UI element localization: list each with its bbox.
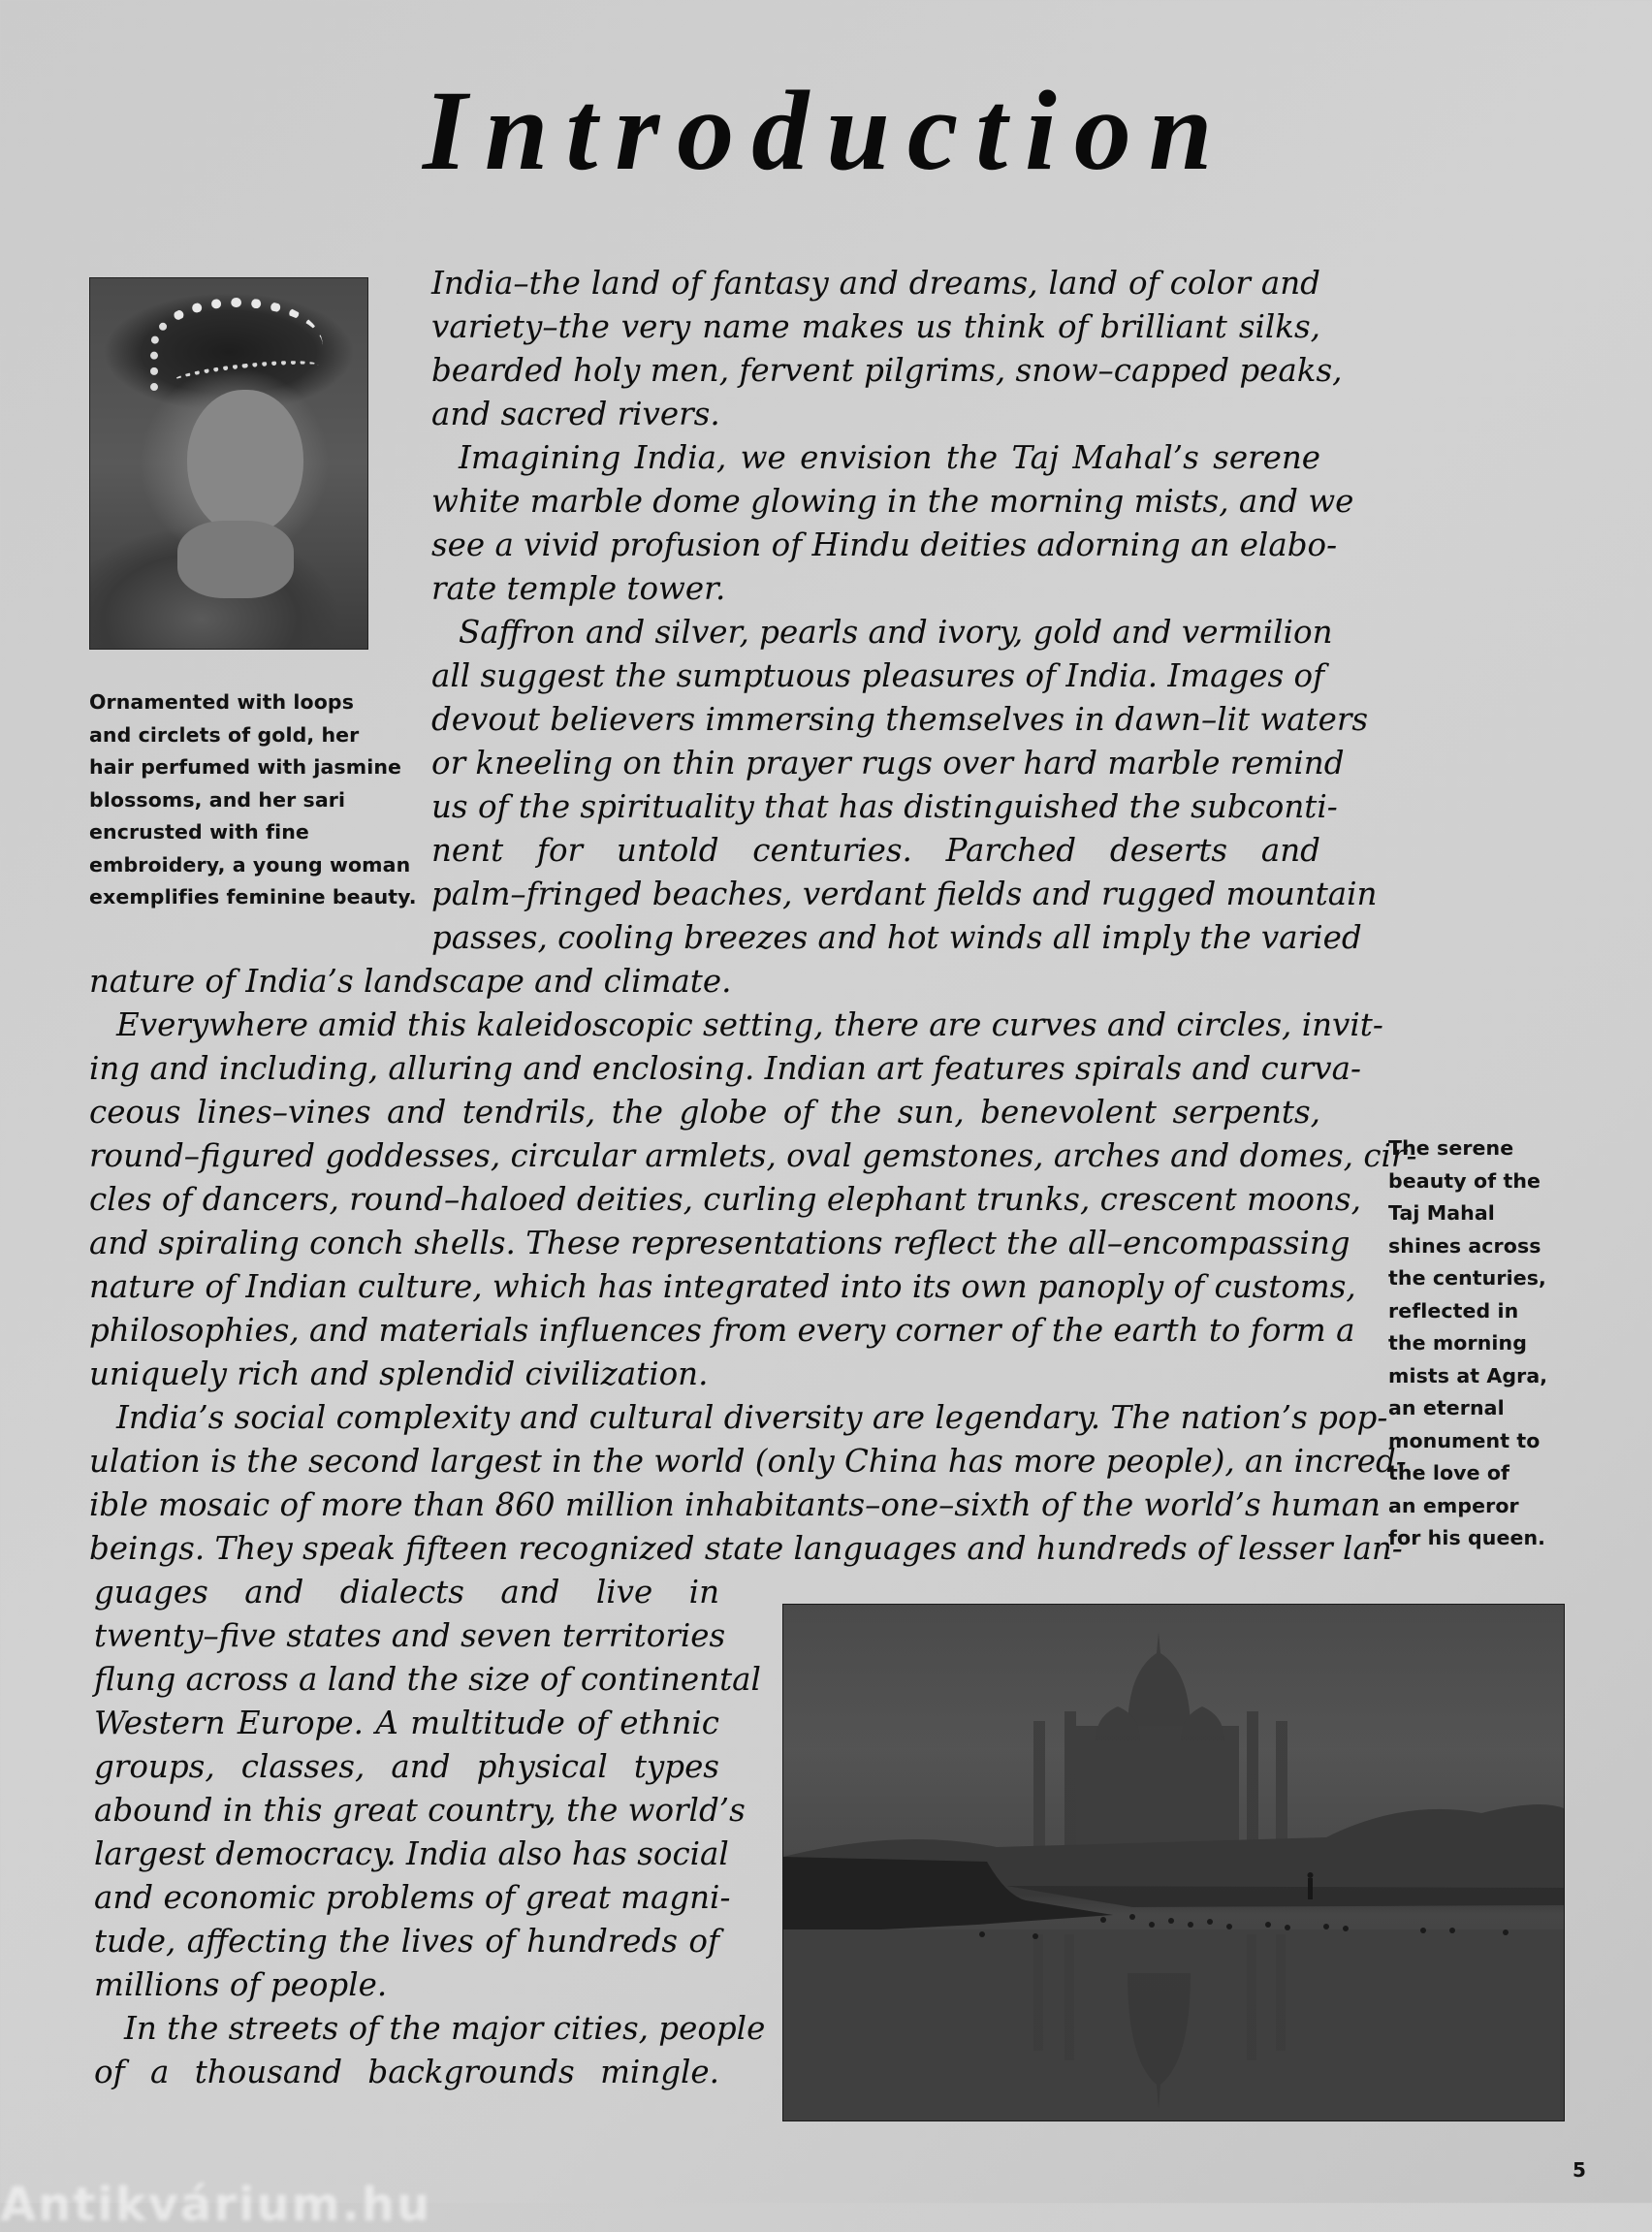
- body-line: beings. They speak fifteen recognized state languages and hundreds of lesser lan-: [89, 1530, 1403, 1567]
- caption-line: reflected in: [1388, 1298, 1519, 1323]
- caption-line: The serene: [1388, 1136, 1514, 1160]
- body-line: ulation is the second largest in the world (only China has more people), an incred-: [89, 1443, 1407, 1480]
- body-line: cles of dancers, round–haloed deities, curling elephant trunks, crescent moons,: [89, 1181, 1361, 1218]
- caption-line: beauty of the: [1388, 1168, 1541, 1193]
- caption-line: an eternal: [1388, 1396, 1505, 1419]
- body-line: Western Europe. A multitude of ethnic: [94, 1705, 719, 1741]
- portrait-caption: [89, 686, 417, 914]
- body-line: millions of people.: [94, 1966, 388, 2003]
- face-shape: [187, 390, 303, 535]
- body-line: nature of India’s landscape and climate.: [89, 963, 732, 1000]
- caption-line: Ornamented with loops: [89, 690, 355, 714]
- caption-line: the love of: [1388, 1461, 1510, 1484]
- taj-mahal-photo: [782, 1604, 1565, 2121]
- body-line: all suggest the sumptuous pleasures of India. Images of: [431, 657, 1325, 694]
- body-line: ceous lines–vines and tendrils, the globe of the sun, benevolent serpents,: [89, 1094, 1320, 1131]
- body-line: largest democracy. India also has social: [94, 1835, 729, 1872]
- caption-line: embroidery, a young woman: [89, 852, 411, 877]
- caption-line: shines across: [1388, 1233, 1541, 1258]
- caption-line: hair perfumed with jasmine: [89, 755, 402, 779]
- caption-line: and circlets of gold, her: [89, 722, 360, 747]
- body-line: bearded holy men, fervent pilgrims, snow–capped peaks,: [431, 352, 1343, 389]
- body-line: ing and including, alluring and enclosing. Indian art features spirals and curva-: [89, 1050, 1362, 1087]
- body-line: guages and dialects and live in: [94, 1574, 719, 1610]
- paragraph-start: Everywhere amid this kaleidoscopic setting, there are curves and circles, invit-: [116, 1006, 1383, 1043]
- page-title: Introduction: [423, 67, 1230, 194]
- body-line: nent for untold centuries. Parched deserts and: [431, 832, 1320, 869]
- body-line: white marble dome glowing in the morning mists, and we: [431, 483, 1354, 520]
- caption-line: monument to: [1388, 1428, 1541, 1452]
- caption-line: an emperor: [1388, 1493, 1519, 1517]
- page-number: 5: [1573, 2158, 1586, 2182]
- caption-line: the morning: [1388, 1331, 1527, 1355]
- caption-line: encrusted with fine: [89, 820, 309, 844]
- body-line: tude, affecting the lives of hundreds of: [94, 1923, 719, 1960]
- body-line: groups, classes, and physical types: [94, 1748, 719, 1785]
- paragraph-start: India’s social complexity and cultural diversity are legendary. The nation’s pop-: [116, 1399, 1388, 1436]
- body-line: ible mosaic of more than 860 million inhabitants–one–sixth of the world’s human: [89, 1486, 1381, 1523]
- body-line: uniquely rich and splendid civilization.: [89, 1355, 709, 1392]
- body-line: devout believers immersing themselves in dawn–lit waters: [431, 701, 1369, 738]
- hand-shape: [177, 521, 294, 598]
- paragraph-start: Imagining India, we envision the Taj Mahal’s serene: [459, 439, 1320, 476]
- taj-mahal-caption: [1388, 1132, 1563, 1555]
- body-line: round–figured goddesses, circular armlets, oval gemstones, arches and domes, cir-: [89, 1137, 1417, 1174]
- caption-line: for his queen.: [1388, 1526, 1546, 1549]
- paragraph-start: Saffron and silver, pearls and ivory, gold and vermilion: [459, 614, 1333, 651]
- body-line: abound in this great country, the world’s: [94, 1792, 746, 1829]
- body-line: rate temple tower.: [431, 570, 726, 607]
- body-line: nature of Indian culture, which has integrated into its own panoply of customs,: [89, 1268, 1356, 1305]
- body-line: passes, cooling breezes and hot winds all imply the varied: [431, 919, 1362, 956]
- portrait-photo: [89, 277, 368, 650]
- body-line: philosophies, and materials influences from every corner of the earth to form a: [89, 1312, 1355, 1349]
- body-line: India–the land of fantasy and dreams, land of color and: [431, 265, 1320, 302]
- body-line: flung across a land the size of continental: [94, 1661, 761, 1698]
- body-line: twenty–five states and seven territories: [94, 1617, 726, 1654]
- caption-line: Taj Mahal: [1388, 1201, 1495, 1225]
- watermark: Antikvárium.hu: [0, 2178, 432, 2232]
- caption-line: blossoms, and her sari: [89, 787, 346, 812]
- body-line: variety–the very name makes us think of brilliant silks,: [431, 308, 1320, 345]
- body-line: and economic problems of great magni-: [94, 1879, 731, 1916]
- caption-line: exemplifies feminine beauty.: [89, 885, 417, 909]
- body-line: and sacred rivers.: [431, 396, 720, 432]
- caption-line: mists at Agra,: [1388, 1363, 1548, 1387]
- body-line: and spiraling conch shells. These representations reflect the all–encompassing: [89, 1225, 1350, 1261]
- paragraph-start: In the streets of the major cities, people: [124, 2010, 766, 2047]
- body-line: us of the spirituality that has distinguished the subconti-: [431, 788, 1338, 825]
- body-line: of a thousand backgrounds mingle.: [94, 2054, 719, 2090]
- body-line: see a vivid profusion of Hindu deities adorning an elabo-: [431, 526, 1338, 563]
- body-line: palm–fringed beaches, verdant fields and rugged mountain: [431, 876, 1378, 912]
- taj-mahal-silhouette: [783, 1605, 1564, 2120]
- body-line: or kneeling on thin prayer rugs over hard marble remind: [431, 745, 1345, 781]
- caption-line: the centuries,: [1388, 1266, 1546, 1290]
